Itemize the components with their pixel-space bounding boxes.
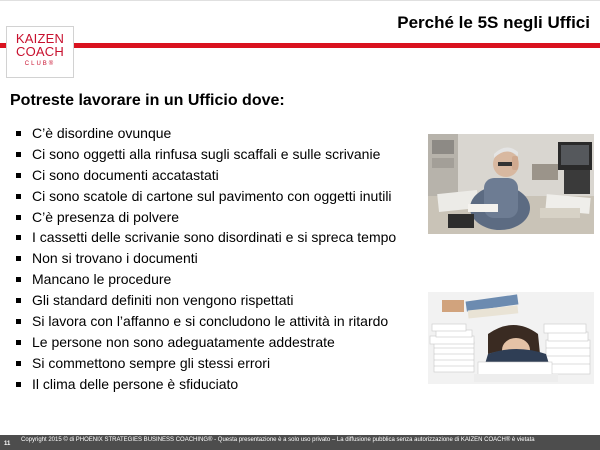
bullet-item: Si lavora con l’affanno e si concludono le attività in ritardo [12,311,396,332]
bullet-item: C’è disordine ovunque [12,123,396,144]
top-divider [0,0,600,1]
slide-subtitle: Potreste lavorare in un Ufficio dove: [10,92,285,109]
page-number: 11 [4,441,11,447]
bullet-item: Si commettono sempre gli stessi errori [12,353,396,374]
header-red-band [0,43,600,48]
bullet-item: Non si trovano i documenti [12,248,396,269]
bullet-item: Il clima delle persone è sfiduciato [12,374,396,395]
bullet-item: Le persone non sono adeguatamente addestrate [12,332,396,353]
bullet-list [12,123,396,395]
logo-line-kaizen: KAIZEN [15,31,65,46]
bullet-item: Mancano le procedure [12,269,396,290]
bullet-item: Ci sono oggetti alla rinfusa sugli scaffali e sulle scrivanie [12,144,396,165]
cluttered-office-photo [428,134,594,234]
slide-title: Perché le 5S negli Uffici [397,13,590,32]
logo-line-coach: COACH [16,44,64,59]
logo-line-club: CLUB® [24,61,56,67]
copyright-notice: Copyright 2015 © di PHOENIX STRATEGIES BUSINESS COACHING® - Questa presentazione è a solo uso privato – La diffusione pubblica senza autorizzazione di KAIZEN COACH® è vietata [21,437,535,443]
bullet-item: Ci sono scatole di cartone sul pavimento con oggetti inutili [12,186,396,207]
bullet-item: Gli standard definiti non vengono rispettati [12,290,396,311]
footer-bar [0,435,600,450]
bullet-item: I cassetti delle scrivanie sono disordinati e si spreca tempo [12,227,396,248]
kaizen-coach-logo [6,26,74,78]
bullet-item: Ci sono documenti accatastati [12,165,396,186]
paperwork-overload-photo [428,292,594,384]
bullet-item: C’è presenza di polvere [12,207,396,228]
